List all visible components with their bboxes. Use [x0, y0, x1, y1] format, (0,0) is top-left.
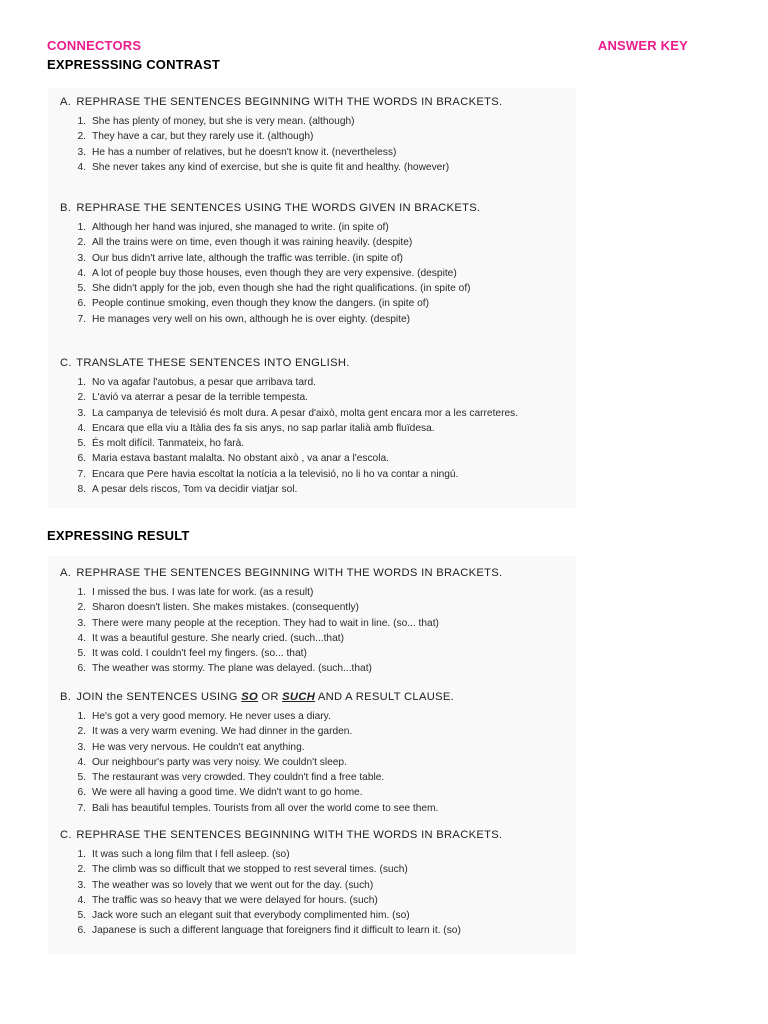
answer-key-label: ANSWER KEY [597, 38, 688, 53]
item-number: 8. [77, 484, 86, 496]
exercise-item [60, 220, 570, 235]
exercise-item [60, 801, 570, 816]
item-text: The restaurant was very crowded. They couldn't find a free table. [92, 772, 385, 784]
exercise-list [60, 847, 570, 939]
exercise-item [60, 661, 570, 676]
exercise-item [60, 160, 570, 175]
exercise-item [60, 129, 570, 144]
item-number: 2. [77, 392, 86, 404]
item-number: 2. [77, 131, 86, 143]
item-number: 7. [77, 468, 86, 480]
item-number: 1. [77, 587, 86, 598]
section-heading: B. JOIN the SENTENCES USING SO OR SUCH AND A RESULT CLAUSE. [60, 691, 455, 703]
item-text: Our bus didn't arrive late, although the traffic was terrible. (in spite of) [92, 252, 403, 264]
exercise-item [60, 724, 570, 739]
exercise-item [60, 770, 570, 785]
item-text: It was a very warm evening. We had dinner in the garden. [92, 726, 353, 738]
item-text: People continue smoking, even though they know the dangers. (in spite of) [92, 298, 429, 310]
exercise-item [60, 145, 570, 160]
exercise-list [60, 709, 570, 816]
item-number: 3. [77, 617, 86, 629]
item-text: She has plenty of money, but she is very mean. (although) [92, 116, 355, 127]
item-text: She didn't apply for the job, even though she had the right qualifications. (in spite of) [92, 283, 471, 295]
exercise-item [60, 482, 570, 497]
item-text: He manages very well on his own, although he is over eighty. (despite) [92, 313, 411, 325]
section-heading: A. REPHRASE THE SENTENCES BEGINNING WITH THE WORDS IN BRACKETS. [60, 96, 503, 108]
exercise-item [60, 646, 570, 661]
exercise-item [60, 908, 570, 923]
exercise-item [60, 755, 570, 770]
exercise-item [60, 436, 570, 451]
exercise-item [60, 235, 570, 250]
item-text: Japanese is such a different language that foreigners find it difficult to learn it. (so) [92, 925, 461, 937]
item-number: 1. [77, 849, 86, 860]
item-number: 4. [77, 267, 86, 279]
result-title: EXPRESSING RESULT [47, 528, 190, 543]
item-text: There were many people at the reception. They had to wait in line. (so... that) [92, 617, 439, 629]
item-number: 4. [77, 756, 86, 768]
item-number: 7. [77, 313, 86, 325]
item-text: It was cold. I couldn't feel my fingers. (so... that) [92, 648, 307, 660]
section-heading: C. TRANSLATE THESE SENTENCES INTO ENGLISH. [60, 357, 350, 369]
exercise-item [60, 785, 570, 800]
item-text: We were all having a good time. We didn't want to go home. [92, 787, 363, 799]
exercise-item [60, 266, 570, 281]
item-text: És molt difícil. Tanmateix, ho farà. [92, 438, 245, 450]
item-text: No va agafar l'autobus, a pesar que arribava tard. [92, 377, 316, 388]
exercise-list [60, 375, 570, 497]
item-text: I missed the bus. I was late for work. (as a result) [92, 587, 314, 598]
item-text: La campanya de televisió és molt dura. A pesar d'això, molta gent encara mor a les carreteres. [92, 407, 519, 419]
item-number: 4. [77, 161, 86, 173]
exercise-item [60, 893, 570, 908]
contrast-section-c [60, 357, 570, 497]
connectors-label: CONNECTORS [47, 38, 142, 53]
exercise-list [60, 114, 570, 175]
item-text: Maria estava bastant malalta. No obstant això , va anar a l'escola. [92, 453, 389, 465]
exercise-item [60, 406, 570, 421]
item-number: 6. [77, 787, 86, 799]
item-text: A lot of people buy those houses, even though they are very expensive. (despite) [92, 267, 457, 279]
item-text: Sharon doesn't listen. She makes mistakes. (consequently) [92, 602, 359, 614]
item-number: 5. [77, 772, 86, 784]
contrast-section-b [60, 202, 570, 327]
exercise-item [60, 585, 570, 600]
contrast-title: EXPRESSSING CONTRAST [47, 57, 221, 72]
item-number: 5. [77, 648, 86, 660]
item-number: 6. [77, 453, 86, 465]
exercise-item [60, 451, 570, 466]
exercise-item [60, 390, 570, 405]
item-number: 1. [77, 377, 86, 388]
result-section-a [60, 567, 570, 677]
exercise-item [60, 923, 570, 938]
exercise-item [60, 847, 570, 862]
section-heading: B. REPHRASE THE SENTENCES USING THE WORDS GIVEN IN BRACKETS. [60, 202, 481, 214]
item-text: L'avió va aterrar a pesar de la terrible tempesta. [92, 392, 308, 404]
item-number: 6. [77, 298, 86, 310]
exercise-item [60, 467, 570, 482]
exercise-item [60, 862, 570, 877]
item-text: Jack wore such an elegant suit that everybody complimented him. (so) [92, 910, 410, 922]
item-text: It was such a long film that I fell asleep. (so) [92, 849, 290, 860]
contrast-section-a [60, 96, 570, 175]
item-number: 3. [77, 879, 86, 891]
item-number: 3. [77, 252, 86, 264]
item-number: 7. [77, 802, 86, 814]
item-number: 4. [77, 632, 86, 644]
exercise-item [60, 251, 570, 266]
keyword-such: SUCH [282, 691, 316, 703]
exercise-item [60, 709, 570, 724]
item-text: Bali has beautiful temples. Tourists from all over the world come to see them. [92, 802, 439, 814]
item-text: He has a number of relatives, but he doesn't know it. (nevertheless) [92, 146, 397, 158]
item-number: 6. [77, 663, 86, 675]
exercise-item [60, 375, 570, 390]
item-number: 2. [77, 726, 86, 738]
exercise-item [60, 631, 570, 646]
item-number: 2. [77, 237, 86, 249]
item-number: 5. [77, 283, 86, 295]
result-section-b [60, 691, 570, 816]
item-number: 3. [77, 407, 86, 419]
item-number: 4. [77, 894, 86, 906]
item-text: The climb was so difficult that we stopped to rest several times. (such) [92, 864, 408, 876]
item-text: Our neighbour's party was very noisy. We couldn't sleep. [92, 756, 347, 768]
item-text: Although her hand was injured, she managed to write. (in spite of) [92, 222, 389, 233]
exercise-item [60, 421, 570, 436]
section-heading: A. REPHRASE THE SENTENCES BEGINNING WITH THE WORDS IN BRACKETS. [60, 567, 503, 579]
keyword-so: SO [241, 691, 258, 703]
section-heading: C. REPHRASE THE SENTENCES BEGINNING WITH THE WORDS IN BRACKETS. [60, 829, 503, 841]
header-left [47, 38, 220, 72]
item-text: A pesar dels riscos, Tom va decidir viatjar sol. [92, 484, 298, 496]
item-text: It was a beautiful gesture. She nearly cried. (such...that) [92, 632, 344, 644]
exercise-item [60, 296, 570, 311]
item-text: She never takes any kind of exercise, but she is quite fit and healthy. (however) [92, 161, 450, 173]
item-number: 2. [77, 864, 86, 876]
exercise-item [60, 616, 570, 631]
item-number: 1. [77, 711, 86, 722]
item-number: 2. [77, 602, 86, 614]
item-text: The traffic was so heavy that we were delayed for hours. (such) [92, 894, 378, 906]
item-text: The weather was stormy. The plane was delayed. (such...that) [92, 663, 372, 675]
item-number: 3. [77, 741, 86, 753]
item-text: They have a car, but they rarely use it. (although) [92, 131, 314, 143]
item-text: Encara que Pere havia escoltat la notícia a la televisió, no li ho va contar a ningú. [92, 468, 459, 480]
item-number: 5. [77, 910, 86, 922]
item-number: 5. [77, 438, 86, 450]
exercise-item [60, 600, 570, 615]
item-text: Encara que ella viu a Itàlia des fa sis anys, no sap parlar italià amb fluïdesa. [92, 422, 435, 434]
result-section-c [60, 829, 570, 939]
exercise-item [60, 114, 570, 129]
item-text: He was very nervous. He couldn't eat anything. [92, 741, 305, 753]
exercise-list [60, 585, 570, 677]
item-number: 1. [77, 116, 86, 127]
exercise-item [60, 740, 570, 755]
exercise-item [60, 878, 570, 893]
item-text: The weather was so lovely that we went out for the day. (such) [92, 879, 374, 891]
item-number: 3. [77, 146, 86, 158]
item-number: 4. [77, 422, 86, 434]
item-number: 1. [77, 222, 86, 233]
exercise-item [60, 281, 570, 296]
item-number: 6. [77, 925, 86, 937]
item-text: All the trains were on time, even though it was raining heavily. (despite) [92, 237, 413, 249]
exercise-list [60, 220, 570, 327]
exercise-item [60, 312, 570, 327]
item-text: He's got a very good memory. He never uses a diary. [92, 711, 331, 722]
